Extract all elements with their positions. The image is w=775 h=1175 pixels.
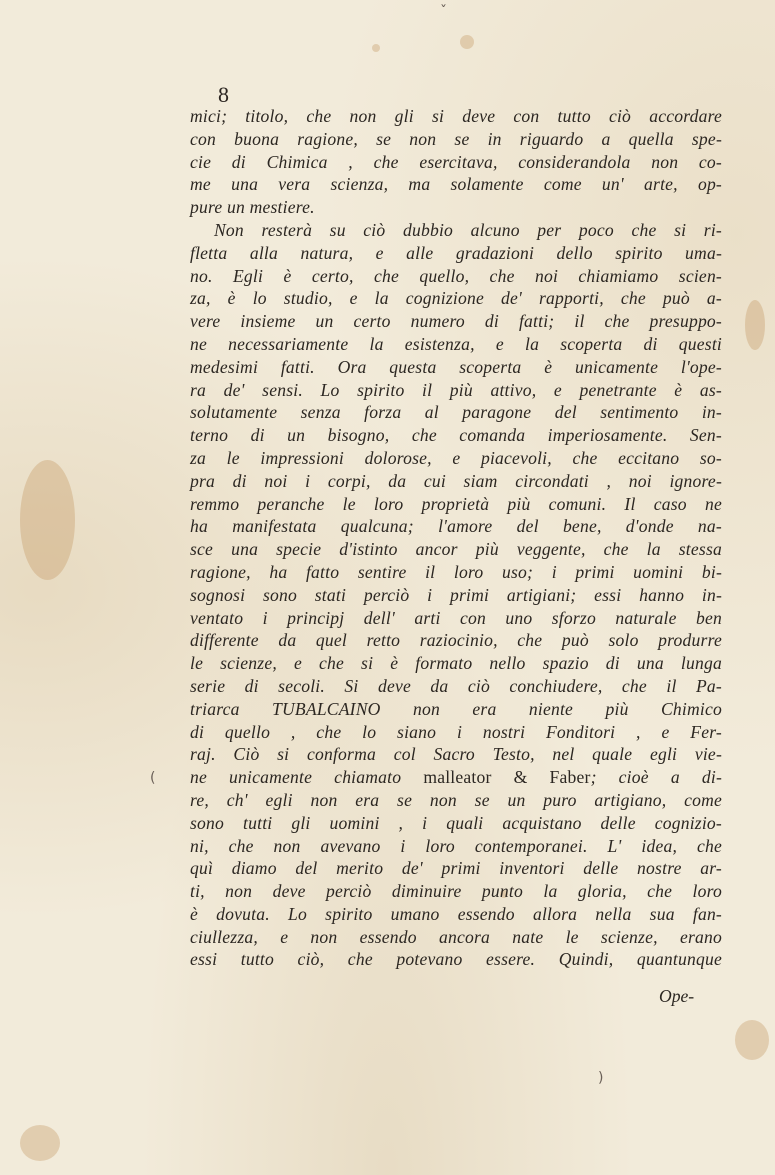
text-line [190,652,722,675]
text-line [190,538,722,561]
text-line [190,128,722,151]
text-line-content: vere insieme un certo numero di fatti; il che presuppo- [190,311,722,332]
text-line-content: ne unicamente chiamato [190,767,424,788]
text-line-roman: malleator & Faber [423,767,591,788]
text-line [190,242,722,265]
foxing-stain [372,44,380,52]
text-line [190,835,722,858]
text-line-content: za, è lo studio, e la cognizione de' rapporti, che può a- [190,288,722,309]
text-line-content: sce una specie d'istinto ancor più veggente, che la stessa [190,539,722,560]
catchword: Ope- [659,986,695,1006]
text-line-content: pure un mestiere. [190,197,315,218]
foxing-stain [745,300,765,350]
text-line [190,173,722,196]
text-line-content: ventato i principj dell' arti con uno sforzo naturale ben [190,607,722,628]
text-line-content: mici; titolo, che non gli si deve con tutto ciò accordare [190,106,722,126]
text-line [190,447,722,470]
text-line-content: serie di secoli. Si deve da ciò conchiudere, che il Pa- [190,675,722,696]
text-line [190,561,722,584]
text-line [190,766,722,789]
text-line-content: ra de' sensi. Lo spirito il più attivo, e penetrante è as- [190,379,722,400]
text-line [190,515,722,538]
text-line-content: no. Egli è certo, che quello, che noi chiamiamo scien- [190,265,722,286]
text-line-content: cie di Chimica , che esercitava, considerandola non co- [190,151,722,172]
text-line [190,265,722,288]
foxing-stain [20,1125,60,1161]
text-line [190,196,722,219]
text-line [190,151,722,174]
text-line [190,379,722,402]
text-line-content: za le impressioni dolorose, e piacevoli, che eccitano so- [190,447,722,468]
text-line [190,721,722,744]
text-line-content: sognosi sono stati perciò i primi artigiani; essi hanno in- [190,584,722,605]
text-line-content: con buona ragione, se non se in riguardo a quella spe- [190,128,722,149]
text-line [190,310,722,333]
foxing-stain [460,35,474,49]
text-line [190,948,722,971]
text-line-content: quì diamo del merito de' primi inventori delle nostre ar- [190,858,722,879]
text-line-content: fletta alla natura, e alle gradazioni dello spirito uma- [190,242,722,263]
foxing-stain [20,460,75,580]
text-line [190,219,722,242]
text-line-content: essi tutto ciò, che potevano essere. Quindi, quantunque [190,949,722,970]
text-line-content: me una vera scienza, ma solamente come un' arte, op- [190,174,722,195]
text-line [190,333,722,356]
text-line [190,470,722,493]
text-line-content: è dovuta. Lo spirito umano essendo allora nella sua fan- [190,903,722,924]
text-line-content: re, ch' egli non era se non se un puro artigiano, come [190,789,722,810]
text-line-content: differente da quel retto raziocinio, che può solo produrre [190,630,722,651]
text-line-after: ; cioè a di- [590,767,723,788]
text-line-content: medesimi fatti. Ora questa scoperta è unicamente l'ope- [190,356,722,377]
text-line [190,857,722,880]
text-line [190,356,722,379]
text-line [190,584,722,607]
foxing-stain [735,1020,769,1060]
text-line-content: sono tutti gli uomini , i quali acquistano delle cognizio- [190,812,722,833]
text-line [190,607,722,630]
text-line-content: ne necessariamente la esistenza, e la scoperta di questi [190,333,722,354]
text-line-content: ragione, ha fatto sentire il loro uso; i primi uomini bi- [190,561,722,582]
text-line [190,698,722,721]
text-line [190,629,722,652]
text-line-content: Non resterà su ciò dubbio alcuno per poco che si ri- [214,219,722,240]
text-line [190,789,722,812]
text-line-content: triarca TUBALCAINO non era niente più Chimico [190,698,722,719]
text-line [190,401,722,424]
text-line-content: ciullezza, e non essendo ancora nate le scienze, erano [190,926,722,947]
text-line-content: di quello , che lo siano i nostri Fonditori , e Fer- [190,721,722,742]
text-line [190,675,722,698]
text-line-content: ha manifestata qualcuna; l'amore del bene, d'onde na- [190,516,722,537]
text-line [190,287,722,310]
text-line-content: solutamente senza forza al paragone del sentimento in- [190,402,722,423]
text-line [190,926,722,949]
text-line [190,743,722,766]
text-line [190,812,722,835]
text-line-content: ni, che non avevano i loro contemporanei. L' idea, che [190,835,722,856]
text-line [190,105,722,128]
text-line-content: le scienze, e che si è formato nello spazio di una lunga [190,653,722,674]
text-line [190,424,722,447]
page-number: 8 [218,82,229,107]
text-line [190,903,722,926]
margin-tick-mark: ˇ [440,4,447,20]
body-text [190,105,722,971]
margin-bracket-mark: ( [150,770,156,786]
text-line [190,880,722,903]
text-line-content: ti, non deve perciò diminuire punto la gloria, che loro [190,881,722,902]
text-line-content: raj. Ciò si conforma col Sacro Testo, nel quale egli vie- [190,744,722,765]
text-line-content: remmo peranche le loro proprietà più comuni. Il caso ne [190,493,722,514]
text-line-content: pra di noi i corpi, da cui siam circondati , noi ignore- [190,470,722,491]
text-line-content: terno di un bisogno, che comanda imperiosamente. Sen- [190,425,722,446]
text-line [190,493,722,516]
margin-bracket-mark: ) [598,1070,604,1086]
